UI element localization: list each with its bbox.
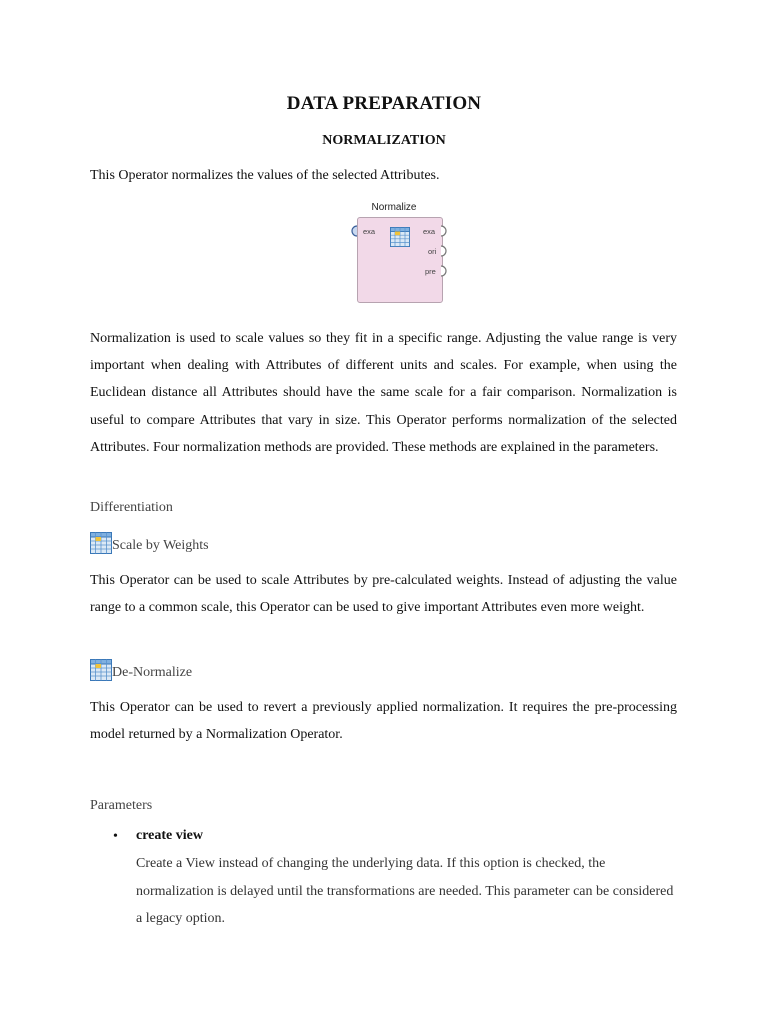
output-port-ori-icon [441, 246, 446, 256]
grid-table-icon [90, 532, 112, 554]
input-port-label: exa [363, 227, 376, 236]
section-title: NORMALIZATION [322, 133, 446, 148]
related-operator-name: De-Normalize [112, 665, 193, 680]
page-title: DATA PREPARATION [286, 93, 482, 114]
operator-name: Normalize [371, 202, 417, 213]
differentiation-heading: Differentiation [90, 500, 173, 515]
related-operator-scale-by-weights [90, 532, 209, 554]
output-port-label: exa [423, 227, 436, 236]
grid-table-icon [390, 227, 410, 247]
bullet: • [113, 829, 118, 844]
description-paragraph: Normalization is used to scale values so they fit in a specific range. Adjusting the value range is very important when dealing with Attributes of different units and scales. For example, when using the Euclidean distance all Attributes should have the same scale for a fair comparison. Normalization is useful to compare Attributes that vary in size. This Operator performs normalization of the selected Attributes. Four normalization methods are provided. These methods are explained in the parameters. [90, 331, 677, 455]
input-port-icon [352, 226, 357, 236]
parameter-description: Create a View instead of changing the underlying data. If this option is checked, the normalization is delayed until the transformations are needed. This parameter can be considered a legacy option. [136, 856, 674, 926]
related-operator-de-normalize [90, 659, 192, 681]
output-port-pre-icon [441, 266, 446, 276]
output-port-label: ori [428, 247, 437, 256]
intro-text: This Operator normalizes the values of the selected Attributes. [90, 168, 440, 183]
related-operator-name: Scale by Weights [112, 538, 209, 553]
related-operator-description: This Operator can be used to revert a previously applied normalization. It requires the pre-processing model returned by a Normalization Operator. [90, 700, 677, 743]
related-operator-description: This Operator can be used to scale Attributes by pre-calculated weights. Instead of adjusting the value range to a common scale, this Operator can be used to give important Attributes even more weight. [90, 573, 677, 616]
grid-table-icon [90, 659, 112, 681]
parameter-name: create view [136, 828, 203, 843]
output-port-exa-icon [441, 226, 446, 236]
parameters-heading: Parameters [90, 798, 153, 813]
output-port-label: pre [425, 267, 436, 276]
